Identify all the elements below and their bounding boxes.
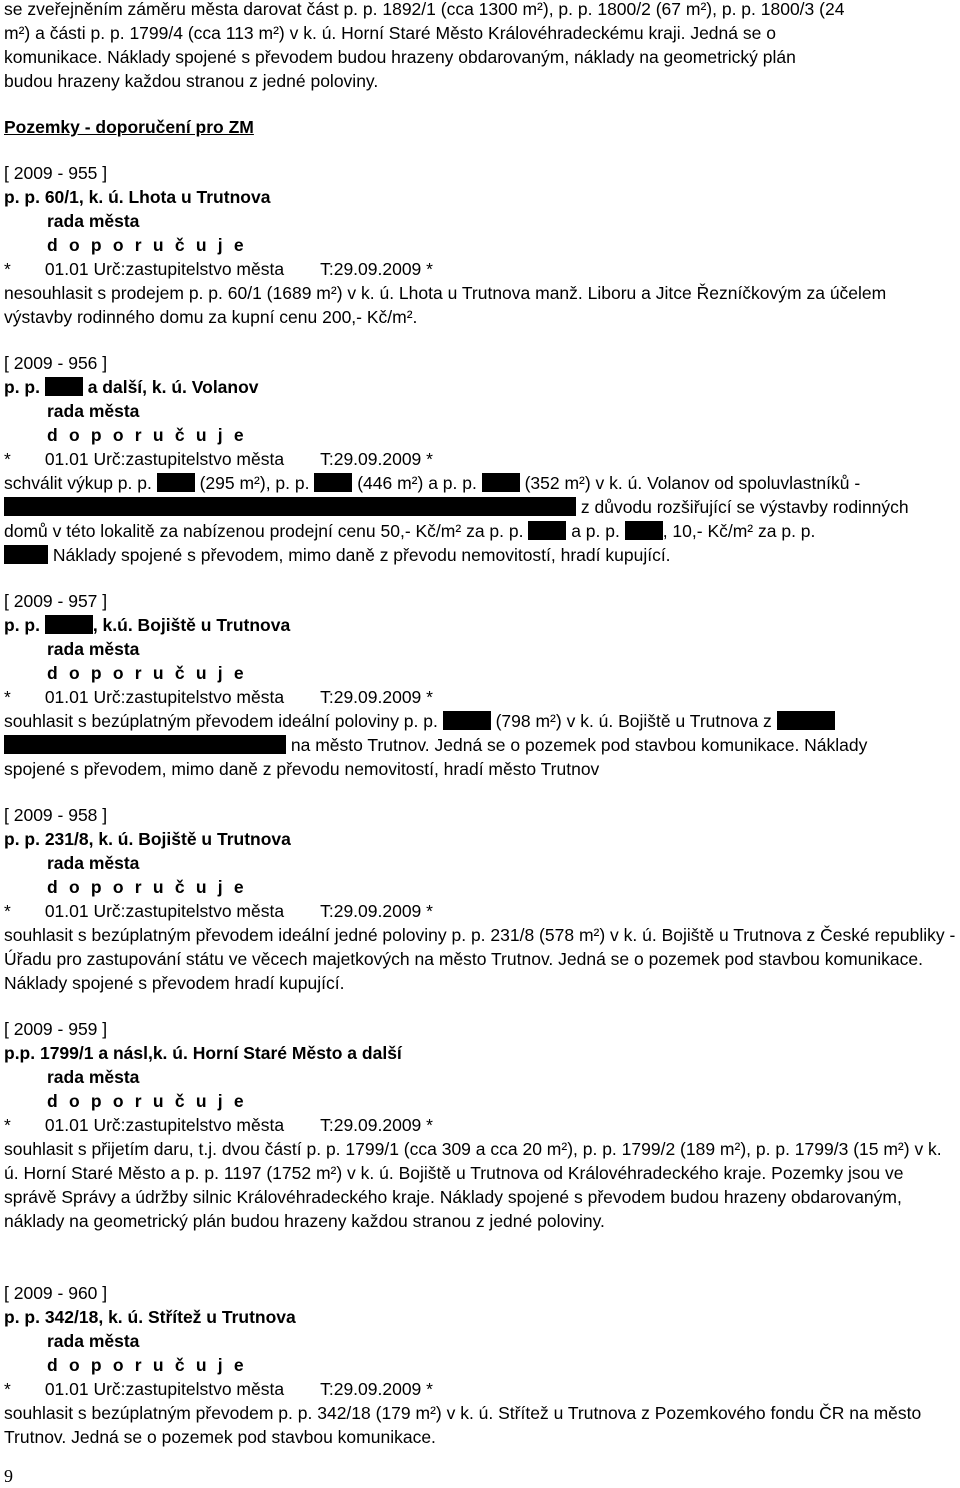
rada-mesta-label: rada města [47,211,140,231]
doporucuje-label: d o p o r u č u j e [47,1091,247,1111]
resolution-text-line-1: souhlasit s bezúplatným převodem ideální poloviny p. p. (798 m²) v k. ú. Bojiště u Trutnova z [4,709,958,733]
doporucuje-label: d o p o r u č u j e [47,1355,247,1375]
resolution-title: p. p. 342/18, k. ú. Střítež u Trutnova [4,1307,296,1327]
redaction-box [314,473,352,492]
rada-mesta-label: rada města [47,401,140,421]
redaction-box [625,521,663,540]
rada-mesta-label: rada města [47,1331,140,1351]
resolution-text-line-2: na město Trutnov. Jedná se o pozemek pod stavbou komunikace. Náklady [4,733,958,757]
redaction-box [45,615,93,634]
intro-line-2: m²) a části p. p. 1799/4 (cca 113 m²) v k. ú. Horní Staré Město Královéhradeckému kraji. Jedná se o [4,23,776,43]
section-heading: Pozemky - doporučení pro ZM [4,117,254,137]
doporucuje-label: d o p o r u č u j e [47,663,247,683]
resolution-text: souhlasit s bezúplatným převodem p. p. 342/18 (179 m²) v k. ú. Střítež u Trutnova z Pozemkového fondu ČR na město Trutnov. Jedná se o pozemek pod stavbou komunikace. [4,1403,922,1447]
resolution-id: [ 2009 - 960 ] [4,1283,108,1303]
resolution-text-line-3: domů v této lokalitě za nabízenou prodejní cenu 50,- Kč/m² za p. p. a p. p. , 10,- Kč/m² za p. p. [4,521,816,541]
resolution-id: [ 2009 - 958 ] [4,805,108,825]
intro-line-1: se zveřejněním záměru města darovat část p. p. 1892/1 (cca 1300 m²), p. p. 1800/2 (67 m²), p. p. 1800/3 (24 [4,0,845,19]
resolution-text-line-3: spojené s převodem, mimo daně z převodu nemovitostí, hradí město Trutnov [4,759,600,779]
deadline-line: * 01.01 Urč:zastupitelstvo města T:29.09.2009 * [4,687,433,707]
doporucuje-label: d o p o r u č u j e [47,425,247,445]
deadline-line: * 01.01 Urč:zastupitelstvo města T:29.09.2009 * [4,259,433,279]
rada-mesta-label: rada města [47,853,140,873]
doporucuje-label: d o p o r u č u j e [47,877,247,897]
redaction-box [45,377,83,396]
doporucuje-label: d o p o r u č u j e [47,235,247,255]
intro-line-4: budou hrazeny každou stranou z jedné poloviny. [4,71,379,91]
redaction-box [443,711,491,730]
resolution-957 [4,589,958,781]
resolution-text-line-2: z důvodu rozšiřující se výstavby rodinných [4,495,958,519]
resolution-title: p. p. 231/8, k. ú. Bojiště u Trutnova [4,829,291,849]
rada-mesta-label: rada města [47,1067,140,1087]
page-number: 9 [4,1466,13,1486]
redaction-box [777,711,835,730]
resolution-text: souhlasit s přijetím daru, t.j. dvou částí p. p. 1799/1 (cca 309 a cca 20 m²), p. p. 1799/2 (189 m²), p. p. 1799/3 (15 m²) v k. ú. Horní Staré Město a p. p. 1197 (1752 m²) v k. ú. Bojiště u Trutnova od Královéhradeckého kraje. Pozemky jsou ve správě Správy a údržby silnic Královéhradeckého kraje. Náklady spojené s převodem budou hrazeny obdarovaným, náklady na geometrický plán budou hrazeny každou stranou z jedné poloviny. [4,1139,942,1231]
resolution-text: nesouhlasit s prodejem p. p. 60/1 (1689 m²) v k. ú. Lhota u Trutnova manž. Liboru a Jitce Řezníčkovým za účelem výstavby rodinného domu za kupní cenu 200,- Kč/m². [4,283,887,327]
redaction-box [4,735,286,754]
intro-line-3: komunikace. Náklady spojené s převodem budou hrazeny obdarovaným, náklady na geometrický plán [4,47,796,67]
deadline-line: * 01.01 Urč:zastupitelstvo města T:29.09.2009 * [4,449,433,469]
redaction-box [157,473,195,492]
resolution-text: souhlasit s bezúplatným převodem ideální jedné poloviny p. p. 231/8 (578 m²) v k. ú. Bojiště u Trutnova z České republiky - Úřadu pro zastupování státu ve věcech majetkových na město Trutnov. Jedná se o pozemek pod stavbou komunikace. Náklady spojené s převodem hradí kupující. [4,925,956,993]
resolution-959 [4,1017,958,1233]
resolution-id: [ 2009 - 957 ] [4,591,108,611]
resolution-id: [ 2009 - 959 ] [4,1019,108,1039]
resolution-title: p.p. 1799/1 a násl,k. ú. Horní Staré Město a další [4,1043,402,1063]
redaction-box [4,545,48,564]
deadline-line: * 01.01 Urč:zastupitelstvo města T:29.09.2009 * [4,901,433,921]
resolution-text-line-4: Náklady spojené s převodem, mimo daně z převodu nemovitostí, hradí kupující. [4,543,958,567]
deadline-line: * 01.01 Urč:zastupitelstvo města T:29.09.2009 * [4,1115,433,1135]
resolution-id: [ 2009 - 955 ] [4,163,108,183]
resolution-title: p. p. 60/1, k. ú. Lhota u Trutnova [4,187,271,207]
rada-mesta-label: rada města [47,639,140,659]
redaction-box [528,521,566,540]
resolution-text-line-1: schválit výkup p. p. (295 m²), p. p. (446 m²) a p. p. (352 m²) v k. ú. Volanov od spoluvlastníků - [4,473,861,493]
redaction-box [4,497,576,516]
resolution-title: p. p. a další, k. ú. Volanov [4,377,259,397]
resolution-958 [4,803,958,995]
redaction-box [482,473,520,492]
resolution-id: [ 2009 - 956 ] [4,353,108,373]
resolution-960 [4,1281,958,1449]
resolution-956 [4,351,958,567]
resolution-955 [4,161,958,329]
resolution-title: p. p. , k.ú. Bojiště u Trutnova [4,615,291,635]
document-page [4,0,958,1449]
deadline-line: * 01.01 Urč:zastupitelstvo města T:29.09.2009 * [4,1379,433,1399]
